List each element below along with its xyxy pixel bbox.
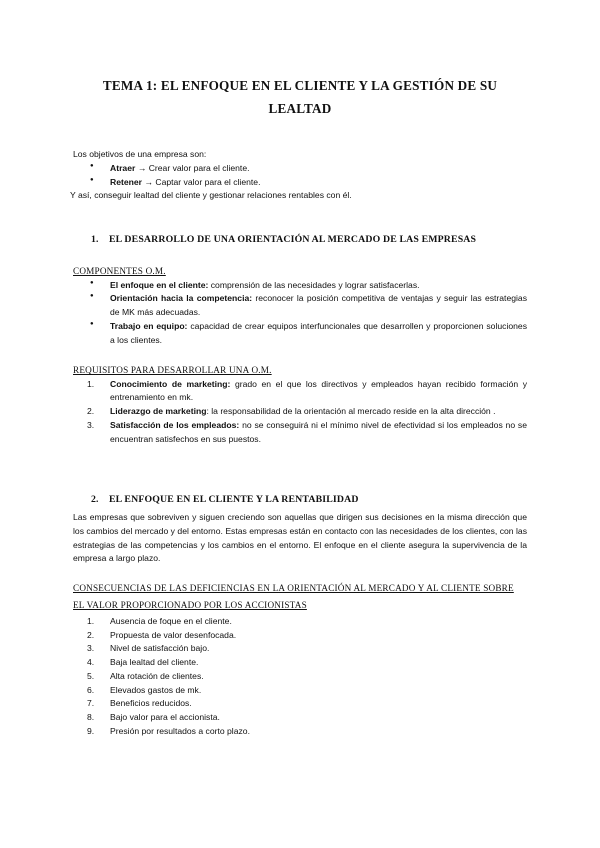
components-block xyxy=(73,264,527,347)
list-item xyxy=(73,629,527,643)
item-number: 2. xyxy=(87,629,95,640)
list-item xyxy=(73,615,527,629)
list-item xyxy=(73,656,527,670)
requirements-block xyxy=(73,363,527,446)
item-text: Propuesta de valor desenfocada. xyxy=(110,629,237,640)
item-text: Ausencia de foque en el cliente. xyxy=(110,615,232,626)
list-item xyxy=(73,405,527,419)
title-line-1: TEMA 1: EL ENFOQUE EN EL CLIENTE Y LA GESTIÓN DE SU xyxy=(102,78,498,93)
item-term: El enfoque en el cliente: xyxy=(110,279,209,290)
list-item xyxy=(73,684,527,698)
item-text: no se conseguirá ni el mínimo nivel de efectividad si los empleados no se encuentran satisfechos en sus puestos. xyxy=(110,419,527,444)
page-title xyxy=(60,74,540,120)
item-number: 6. xyxy=(87,684,95,695)
item-number: 7. xyxy=(87,698,95,709)
item-term: Atraer xyxy=(110,162,136,173)
consequences-list xyxy=(73,615,527,739)
item-text: → Captar valor para el cliente. xyxy=(142,176,261,187)
item-term: Trabajo en equipo: xyxy=(110,320,188,331)
list-item xyxy=(73,162,527,176)
section-heading-text: EL DESARROLLO DE UNA ORIENTACIÓN AL MERCADO DE LAS EMPRESAS xyxy=(109,234,477,245)
objectives-list xyxy=(73,162,527,190)
list-item xyxy=(73,292,527,320)
item-number: 3. xyxy=(87,643,95,654)
section-heading-text: EL ENFOQUE EN EL CLIENTE Y LA RENTABILIDAD xyxy=(109,494,359,505)
requirements-list xyxy=(73,378,527,447)
list-item xyxy=(73,725,527,739)
intro-closing: Y así, conseguir lealtad del cliente y gestionar relaciones rentables con él. xyxy=(70,190,352,201)
list-item xyxy=(73,642,527,656)
item-number: 4. xyxy=(87,657,95,668)
item-term: Retener xyxy=(110,176,142,187)
consequences-label: CONSECUENCIAS DE LAS DEFICIENCIAS EN LA ORIENTACIÓN AL MERCADO Y AL CLIENTE SOBRE EL VALOR PROPORCIONADO POR LOS ACCIONISTAS xyxy=(73,583,514,611)
item-term: Satisfacción de los empleados: xyxy=(110,419,240,430)
item-term: Orientación hacia la competencia: xyxy=(110,293,253,304)
section-2-heading xyxy=(73,492,527,508)
item-text: Beneficios reducidos. xyxy=(110,698,192,709)
list-item xyxy=(73,697,527,711)
item-number: 1. xyxy=(87,615,95,626)
item-number: 8. xyxy=(87,712,95,723)
item-text: Baja lealtad del cliente. xyxy=(110,657,199,668)
item-number: 5. xyxy=(87,670,95,681)
requirements-label: REQUISITOS PARA DESARROLLAR UNA O.M. xyxy=(73,365,272,375)
consequences-block xyxy=(73,580,527,739)
list-item xyxy=(73,320,527,348)
intro-block xyxy=(70,148,527,203)
list-item xyxy=(73,419,527,447)
item-text: comprensión de las necesidades y lograr satisfacerlas. xyxy=(208,279,420,290)
item-text: Presión por resultados a corto plazo. xyxy=(110,725,250,736)
list-item xyxy=(73,176,527,190)
components-list xyxy=(73,279,527,348)
item-text: reconocer la posición competitiva de ventajas y seguir las estrategias de MK más adecuadas. xyxy=(110,293,527,318)
item-number: 2. xyxy=(87,406,95,417)
item-text: capacidad de crear equipos interfuncionales que desarrollen y proporcionen soluciones a los clientes. xyxy=(110,320,527,345)
list-item xyxy=(73,378,527,406)
item-number: 1. xyxy=(87,378,95,389)
list-item xyxy=(73,670,527,684)
item-term: Liderazgo de marketing xyxy=(110,406,207,417)
item-text: : la responsabilidad de la orientación al mercado reside en la alta dirección . xyxy=(206,406,496,417)
item-number: 9. xyxy=(87,725,95,736)
item-text: Bajo valor para el accionista. xyxy=(110,712,220,723)
item-text: grado en el que los directivos y empleados hayan recibido formación y entrenamiento en mk. xyxy=(110,378,527,403)
intro-lead: Los objetivos de una empresa son: xyxy=(73,149,207,159)
components-label: COMPONENTES O.M. xyxy=(73,266,166,276)
section-2-paragraph: Las empresas que sobreviven y siguen creciendo son aquellas que dirigen sus decisiones en la misma dirección que los cambios del mercado y del entorno. Estas empresas están en contacto con las necesidades de los clientes, con las estrategias de las competencias y los cambios en el entorno. El enfoque en el cliente asegura la supervivencia de la empresa a largo plazo. xyxy=(73,512,527,564)
item-number: 3. xyxy=(87,419,95,430)
section-number: 1. xyxy=(91,234,99,245)
list-item xyxy=(73,279,527,293)
item-term: Conocimiento de marketing: xyxy=(110,378,231,389)
title-line-2: LEALTAD xyxy=(268,101,332,117)
item-text: Nivel de satisfacción bajo. xyxy=(110,643,210,654)
list-item xyxy=(73,711,527,725)
section-number: 2. xyxy=(91,494,99,505)
section-1-heading xyxy=(73,232,527,248)
item-text: Elevados gastos de mk. xyxy=(110,684,202,695)
item-text: → Crear valor para el cliente. xyxy=(135,162,250,173)
item-text: Alta rotación de clientes. xyxy=(110,670,204,681)
